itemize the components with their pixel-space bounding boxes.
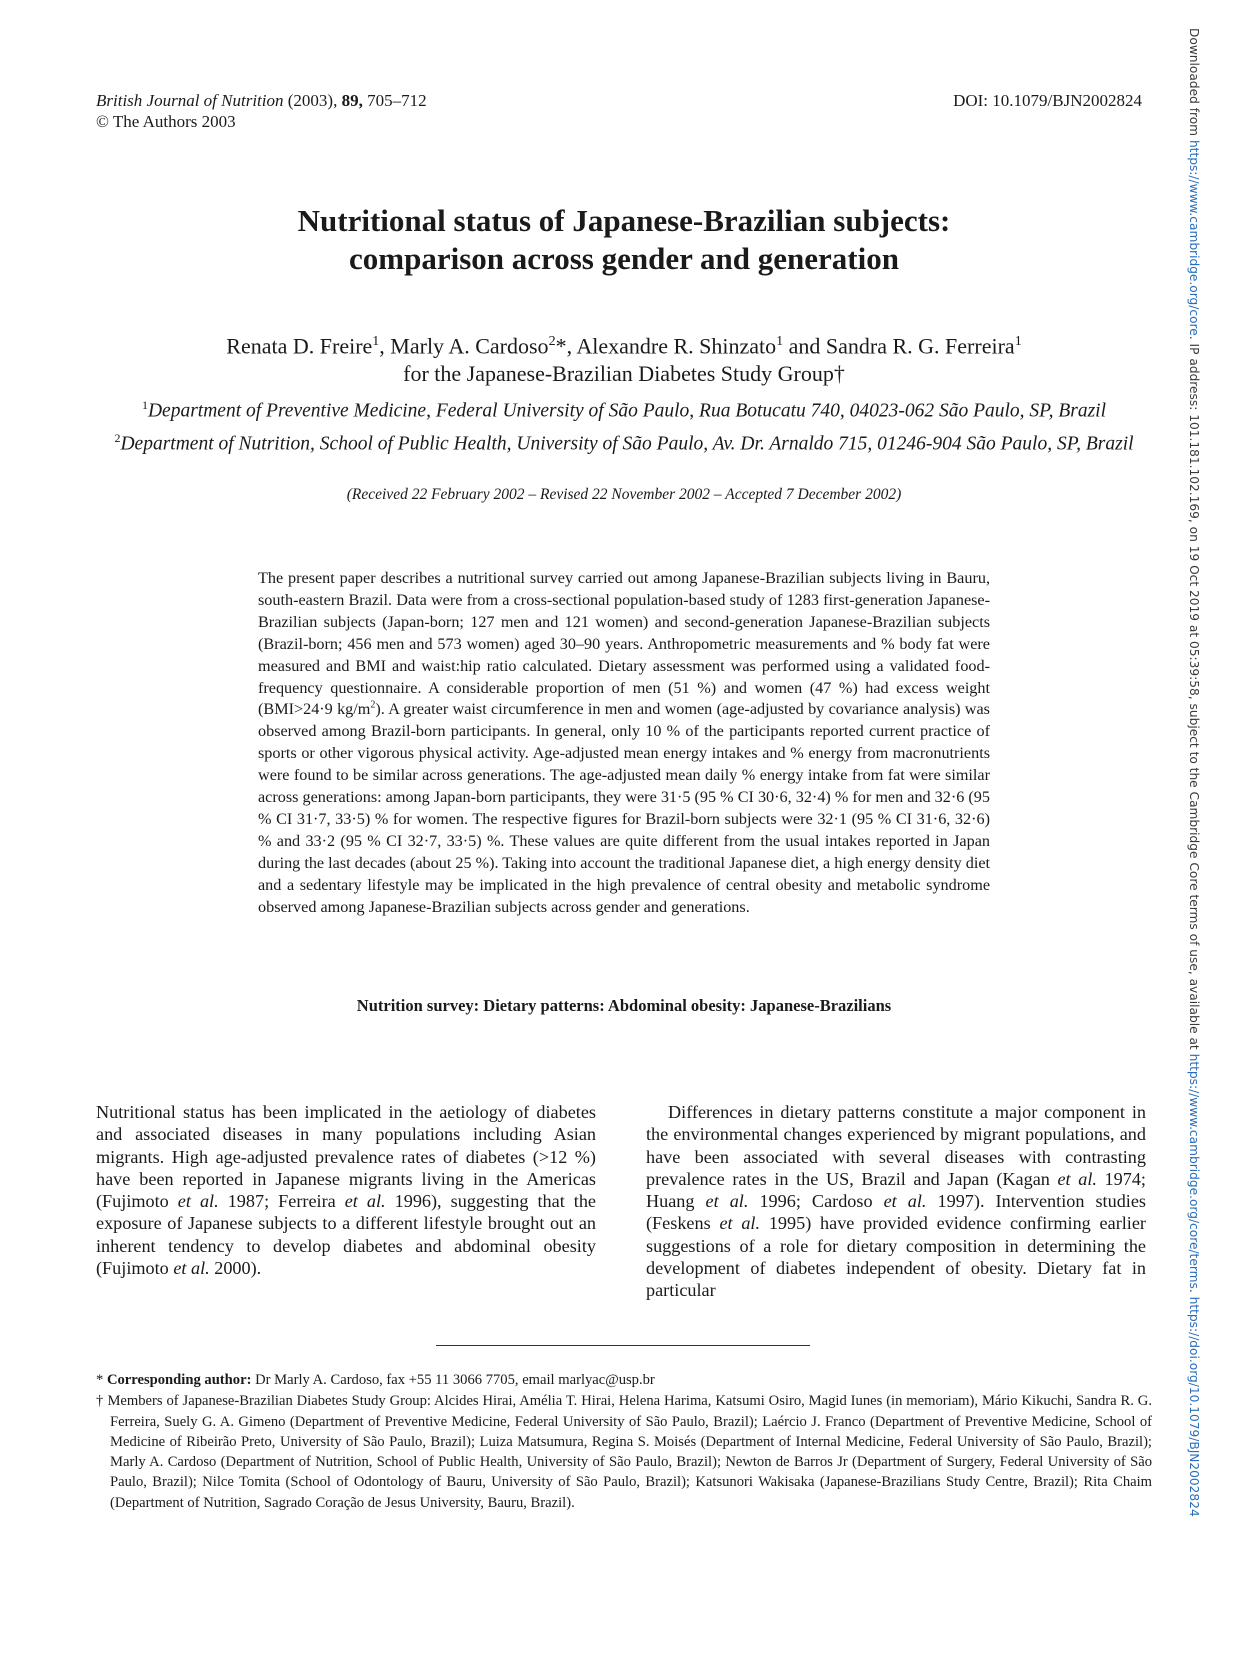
affiliation-2 [96,425,1152,458]
journal-volume: 89, [341,91,363,110]
author-2-affil: 2 [548,334,556,349]
author-names [96,328,1152,360]
citation-etal: et al. [1057,1168,1097,1189]
journal-pages: 705–712 [367,91,427,110]
abstract-text-1: The present paper describes a nutritional survey carried out among Japanese-Brazilian subjects living in Bauru, south-eastern Brazil. Data were from a cross-sectional population-based study of 1283 first-generation Japanese-Brazilian subjects (Japan-born; 127 men and 121 women) and second-generation Japanese-Brazilian subjects (Brazil-born; 456 men and 573 women) aged 30–90 years. Anthropometric measurements and % body fat were measured and BMI and waist:hip ratio calculated. Dietary assessment was performed using a validated food-frequency questionnaire. A considerable proportion of men (51 %) and women (47 %) had excess weight (BMI>24·9 kg/m [258,569,990,719]
journal-year: (2003), [287,91,338,110]
download-notice [1183,28,1205,1517]
body-text: Nutritional status has been implicated in the aetiology of diabetes and associated diseases in many populations including Asian migrants. High age-adjusted prevalence rates of diabetes (>12 %) have been reported in Japanese migrants living in the Americas (Fujimoto [96,1102,596,1212]
study-group-members-note: † Members of Japanese-Brazilian Diabetes Study Group: Alcides Hirai, Amélia T. Hirai, Helena Harima, Katsumi Osiro, Magid Iunes (in memoriam), Mário Kikuchi, Sandra R. G. Ferreira, Suely G. A. Gimeno (Department of Preventive Medicine, Federal University of São Paulo, Brazil); Laércio J. Franco (Department of Preventive Medicine, School of Medicine of Ribeirão Preto, University of São Paulo, Brazil); Luiza Matsumura, Regina S. Moisés (Department of Internal Medicine, Federal University of São Paulo, Brazil); Marly A. Cardoso (Department of Nutrition, School of Public Health, University of São Paulo, Brazil); Newton de Barros Jr (Department of Surgery, Federal University of São Paulo, Brazil); Nilce Tomita (School of Odontology of Bauru, University of São Paulo, Brazil); Katsunori Wakisaka (Japanese-Brazilians Study Centre, Brazil); Rita Chaim (Department of Nutrition, Sagrado Coração de Jesus University, Bauru, Brazil). [96,1393,1152,1511]
copyright: © The Authors 2003 [96,112,236,131]
author-1: Renata D. Freire [226,333,373,359]
body-text: 1987; Ferreira [218,1191,345,1212]
body-column-left [96,1101,596,1279]
body-text: 1995) have provided evidence confirming earlier suggestions of a role for dietary composition in determining the development of diabetes independent of obesity. Dietary fat in particular [646,1213,1146,1301]
journal-name: British Journal of Nutrition [96,91,284,110]
study-group: for the Japanese-Brazilian Diabetes Study Group† [403,361,845,387]
citation-etal: et al. [177,1191,219,1212]
body-text: 1996), suggesting that the exposure of Japanese subjects to a different lifestyle brought out an inherent tendency to develop diabetes and abdominal obesity (Fujimoto [96,1191,596,1279]
author-2-mark: * [555,333,567,359]
download-notice-text: . IP address: 101.181.102.169, on 19 Oct 2019 at 05:39:58, subject to the Cambridge Core terms of use, available at [1187,335,1201,1054]
cambridge-terms-link[interactable]: https://www.cambridge.org/core/terms [1187,1053,1201,1289]
journal-header [96,90,427,132]
citation-etal: et al. [719,1213,761,1234]
title-line-1: Nutritional status of Japanese-Brazilian subjects: [297,203,951,238]
abstract-superscript: 2 [370,700,376,712]
journal-citation [96,90,427,111]
corresponding-text: Dr Marly A. Cardoso, fax +55 11 3066 7705, email marlyac@usp.br [251,1372,655,1388]
affiliation-2-text: Department of Nutrition, School of Public Health, University of São Paulo, Av. Dr. Arnaldo 715, 01246-904 São Paulo, SP, Brazil [120,433,1134,454]
citation-etal: et al. [705,1191,749,1212]
keywords: Nutrition survey: Dietary patterns: Abdominal obesity: Japanese-Brazilians [356,996,892,1015]
abstract-text-2: ). A greater waist circumference in men and women (age-adjusted by covariance analysis) was observed among Brazil-born participants. In general, only 10 % of the participants reported current practice of sports or other vigorous physical activity. Age-adjusted mean energy intakes and % energy from macronutrients were found to be similar across generations. The age-adjusted mean daily % energy intake from fat were similar across generations: among Japan-born participants, they were 31·5 (95 % CI 30·6, 32·4) % for men and 32·6 (95 % CI 31·7, 33·5) % for women. The respective figures for Brazil-born subjects were 32·1 (95 % CI 31·6, 32·6) % and 33·2 (95 % CI 32·7, 33·5) %. These values are quite different from the usual intakes reported in Japan during the last decades (about 25 %). Taking into account the traditional Japanese diet, a high energy density diet and a sedentary lifestyle may be implicated in the high prevalence of central obesity and metabolic syndrome observed among Japanese-Brazilian subjects across gender and generations. [258,700,990,916]
affiliation-1-mark: 1 [141,398,148,412]
author-2: , Marly A. Cardoso [379,333,549,359]
body-text: 1997). Intervention studies (Feskens [646,1191,1147,1234]
body-column-right [646,1101,1146,1302]
author-3-affil: 1 [776,334,784,349]
citation-etal: et al. [883,1191,927,1212]
body-text: Differences in dietary patterns constitute a major component in the environmental changes experienced by migrant populations, and have been associated with several diseases with contrasting prevalence rates in the US, Brazil and Japan (Kagan [646,1102,1146,1189]
corresponding-label: Corresponding author: [106,1372,252,1388]
doi: DOI: 10.1079/BJN2002824 [953,91,1142,110]
cambridge-core-link[interactable]: https://www.cambridge.org/core [1187,139,1201,336]
body-text: 1996; Cardoso [748,1191,884,1212]
download-notice-text: . [1187,1288,1201,1297]
citation-etal: et al. [344,1191,386,1212]
author-1-affil: 1 [372,334,380,349]
submission-dates: (Received 22 February 2002 – Revised 22 November 2002 – Accepted 7 December 2002) [346,486,902,503]
doi-link[interactable]: https://doi.org/10.1079/BJN2002824 [1187,1296,1201,1517]
affiliation-2-mark: 2 [114,430,121,445]
corresponding-author-note [96,1370,1152,1390]
body-text: 1974; Huang [646,1168,1146,1212]
body-text: 2000). [209,1258,262,1279]
author-4-affil: 1 [1014,334,1022,349]
download-notice-text: Downloaded from [1187,28,1201,140]
citation-etal: et al. [173,1258,210,1279]
footnote-divider [436,1345,810,1346]
author-list [96,328,1152,388]
affiliations [96,392,1152,457]
title-line-2: comparison across gender and generation [349,241,899,276]
article-title [96,202,1152,278]
corresponding-mark: * [96,1372,107,1388]
affiliation-1 [96,392,1152,425]
abstract [258,568,990,919]
author-4: and Sandra R. G. Ferreira [783,333,1015,359]
affiliation-1-text: Department of Preventive Medicine, Federal University of São Paulo, Rua Botucatu 740, 04023-062 São Paulo, SP, Brazil [147,400,1107,422]
author-3: , Alexandre R. Shinzato [566,333,777,359]
footnotes [96,1370,1152,1514]
